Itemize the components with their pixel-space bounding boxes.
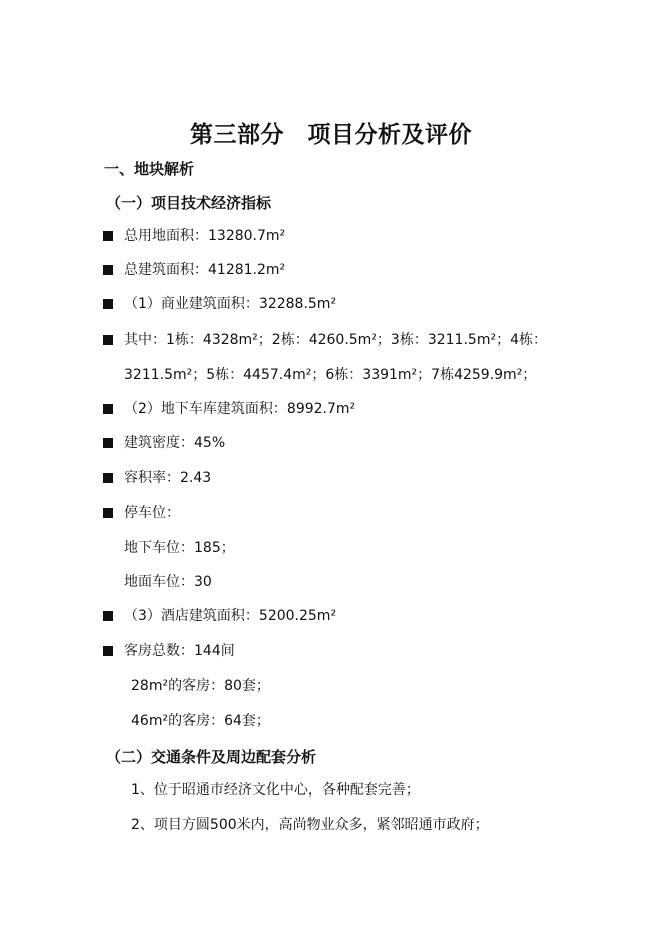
square-bullet-icon (103, 335, 113, 345)
square-bullet-icon (103, 299, 113, 309)
room-detail: 46m²的客房：64套； (131, 713, 270, 729)
list-item: 总建筑面积：41281.2m² (103, 260, 285, 280)
parking-detail: 地面车位：30 (124, 574, 212, 590)
square-bullet-icon (103, 508, 113, 518)
numbered-item: 2、项目方圆500米内，高尚物业众多，紧邻昭通市政府； (131, 817, 489, 833)
list-item: （1）商业建筑面积：32288.5m² (103, 294, 336, 314)
list-item: （3）酒店建筑面积：5200.25m² (103, 606, 336, 626)
square-bullet-icon (103, 646, 113, 656)
subsection-heading: （一）项目技术经济指标 (106, 194, 272, 212)
square-bullet-icon (103, 438, 113, 448)
square-bullet-icon (103, 404, 113, 414)
page-title: 第三部分 项目分析及评价 (190, 121, 472, 148)
list-item: 其中：1栋：4328m²；2栋：4260.5m²；3栋：3211.5m²；4栋： (103, 330, 547, 350)
section-heading: 一、地块解析 (104, 160, 195, 178)
numbered-item: 1、位于昭通市经济文化中心，各种配套完善； (131, 782, 420, 798)
list-item: 客房总数：144间 (103, 641, 235, 661)
list-item: 建筑密度：45% (103, 433, 225, 453)
list-item: 停车位： (103, 503, 180, 523)
square-bullet-icon (103, 231, 113, 241)
parking-detail: 地下车位：185； (124, 540, 235, 556)
list-item: （2）地下车库建筑面积：8992.7m² (103, 399, 355, 419)
subsection-heading: （二）交通条件及周边配套分析 (106, 748, 317, 766)
square-bullet-icon (103, 265, 113, 275)
list-item: 容积率：2.43 (103, 468, 211, 488)
square-bullet-icon (103, 611, 113, 621)
list-item-continuation: 3211.5m²；5栋：4457.4m²；6栋：3391m²；7栋4259.9m²； (124, 367, 537, 383)
square-bullet-icon (103, 473, 113, 483)
room-detail: 28m²的客房：80套； (131, 678, 270, 694)
list-item: 总用地面积：13280.7m² (103, 226, 285, 246)
